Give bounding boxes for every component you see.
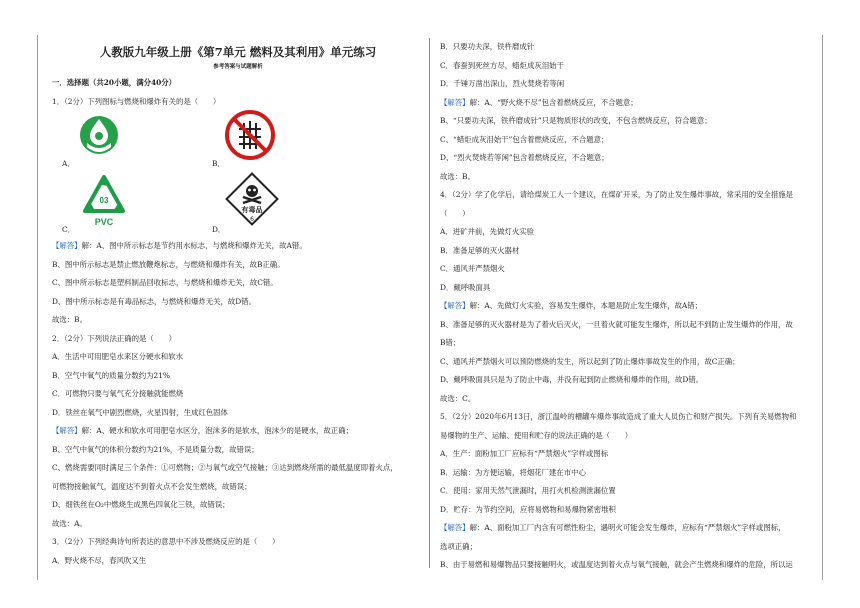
right-column [440,41,810,571]
q2-explanation-2: B、空气中氧气的体积分数约为21%，不是质量分数，故错误； [52,444,259,454]
q1-explanation-2: B、图中所示标志是禁止燃放鞭炮标志，与燃烧和爆炸有关，故B正确。 [52,259,285,269]
recycle-number: 03 [99,196,109,205]
q3-option-d: D．千锤万凿出深山，烈火焚烧若等闲 [440,79,565,88]
column-divider [429,38,430,568]
jieda-tag: 【解答】 [440,301,470,310]
page-border-right [822,35,823,580]
document-title: 人教版九年级上册《第7单元 燃料及其利用》单元练习 [99,45,377,59]
q4-answer: 故选：C。 [440,393,476,403]
q5-option-c: C．使用：家用天然气泄漏时，用打火机检测泄漏位置 [440,486,616,495]
toxic-number: 6 [250,216,254,223]
toxic-text: 有毒品 [241,206,263,214]
water-saving-icon [79,113,119,161]
q2-option-a: A．生活中可用肥皂水来区分硬水和软水 [52,352,183,361]
q5-stem-1: 5．（2分）2020年6月13日，浙江温岭的槽罐车爆炸事故造成了重大人员伤亡和财产损失。下列有关易燃物和 [440,412,797,421]
recycle-text: PVC [94,217,114,227]
q5-explanation-2: 选项正确； [440,541,477,551]
page-border-left [37,35,38,580]
q2-explanation-1: 【解答】解：A、硬水和软水可用肥皂水区分，泡沫多的是软水，泡沫少的是硬水，故正确； [52,426,353,435]
q1-icon-row-1 [52,111,424,169]
q4-option-c: C．通风并严禁烟火 [440,264,505,273]
q4-explanation-2: B、准备足够的灭火器材是为了着火后灭火，一旦着火就可能发生爆炸，所以起不到防止发生爆炸的作用，故 [440,319,793,329]
q4-stem-1: 4．（2分）学了化学后，请给煤炭工人一个建议，在煤矿开采，为了防止发生爆炸事故，常采用的安全措施是 [440,190,794,199]
q1-explanation-4: D、图中所示标志是有毒品标志，与燃烧和爆炸无关，故D错。 [52,296,257,306]
q1-icon-row-2 [52,173,424,235]
q5-explanation-3: B、由于易燃和易爆物品只要接触明火，或温度达到着火点与氧气接触，就会产生燃烧和爆炸的危险，所以运 [440,560,793,569]
q5-stem-2: 易爆物的生产、运输、使用和贮存的说法正确的是（ ） [440,430,633,440]
left-column [52,36,424,566]
q2-option-c: C．可燃物只要与氧气充分接触就能燃烧 [52,389,184,398]
q1-option-d-label: D． [212,224,226,234]
q4-explanation-1: 【解答】解：A、先做灯火实验，容易发生爆炸，本题是防止发生爆炸，故A错； [440,301,702,310]
q4-option-b: B．准备足够的灭火器材 [440,245,520,255]
q1-option-b-label: B． [212,158,225,168]
q5-option-d: D．贮存：为节约空间，应将易燃物和易爆物紧密堆积 [440,504,616,514]
pvc-recycle-icon [79,173,129,233]
q1-option-c-label: C． [62,224,76,234]
q3-explanation-2: B、“只要功夫深，铁杵磨成针”只是物质形状的改变，不包含燃烧反应，符合题意； [440,116,712,125]
q4-explanation-3: B错； [440,338,461,347]
q1-stem: 1．（2分）下列图标与燃烧和爆炸有关的是（ ） [52,96,221,106]
q5-option-a: A．生产：面粉加工厂应标有“严禁烟火”字样或图标 [440,449,609,458]
q2-explanation-5: D、细铁丝在O₂中燃烧生成黑色四氧化三铁，故错误； [52,500,230,509]
q4-option-a: A．进矿井前，先做灯火实验 [440,227,535,236]
jieda-tag: 【解答】 [52,241,82,250]
section-heading: 一．选择题（共20小题，满分40分） [52,78,177,87]
q3-stem: 3．（2分）下列经典诗句所表达的意思中不涉及燃烧反应的是（ ） [52,537,280,546]
jieda-tag: 【解答】 [440,523,470,532]
q4-stem-2: （ ） [440,208,470,218]
q1-explanation-1: 【解答】解：A、图中所示标志是节约用水标志，与燃烧和爆炸无关，故A错。 [52,241,307,250]
q2-answer: 故选：A。 [52,518,87,528]
q2-explanation-3: C、燃烧需要同时满足三个条件：①可燃物；②与氧气或空气接触；③达到燃烧所需的最低温度即着火点， [52,463,398,472]
q5-option-b: B．运输：为方便运输，将烟花厂建在市中心 [440,467,586,477]
jieda-tag: 【解答】 [440,97,470,107]
q3-explanation-4: D、“烈火焚烧若等闲”包含着燃烧反应，不合题意； [440,153,609,162]
toxic-substance-icon [224,171,280,231]
q1-answer: 故选：B。 [52,315,87,324]
q3-option-a: A．野火烧不尽，春风吹又生 [52,555,147,565]
q3-option-b: B．只要功夫深，铁杵磨成针 [440,42,535,51]
document-subtitle: 参考答案与试题解析 [213,64,263,70]
jieda-tag: 【解答】 [52,426,82,435]
no-fireworks-icon [224,109,276,161]
q2-stem: 2．（2分）下列说法正确的是（ ） [52,333,176,343]
q1-option-a-label: A． [62,158,75,168]
q2-explanation-4: 可燃物接触氧气，温度达不到着火点不会发生燃烧，故错误； [52,481,252,491]
q4-explanation-5: D、戴呼吸面具只是为了防止中毒，并没有起到防止燃烧和爆炸的作用，故D错。 [440,375,704,384]
q3-option-c: C．春蚕到死丝方尽，蜡炬成灰泪始干 [440,60,564,70]
q3-answer: 故选：B。 [440,171,475,181]
q1-explanation-3: C、图中所示标志是塑料制品回收标志，与燃烧和爆炸无关，故C错。 [52,278,278,287]
q5-explanation-1: 【解答】解：A、面粉加工厂内含有可燃性粉尘，遇明火可能会发生爆炸，应标有“严禁烟火”字样或图标， [440,523,786,532]
q4-explanation-4: C、通风并严禁烟火可以预防燃烧的发生，所以起到了防止爆炸事故发生的作用，故C正确； [440,356,740,366]
q2-option-d: D．铁丝在氧气中剧烈燃烧，火星四射，生成红色固体 [52,407,228,417]
q3-explanation-3: C、“蜡炬成灰泪始干”包含着燃烧反应，不合题意； [440,134,609,144]
q2-option-b: B．空气中氧气的质量分数约为21% [52,370,170,380]
q3-explanation-1: 【解答】解：A、“野火烧不尽”包含着燃烧反应，不合题意； [440,97,638,107]
q4-option-d: D．戴呼吸面具 [440,282,491,292]
